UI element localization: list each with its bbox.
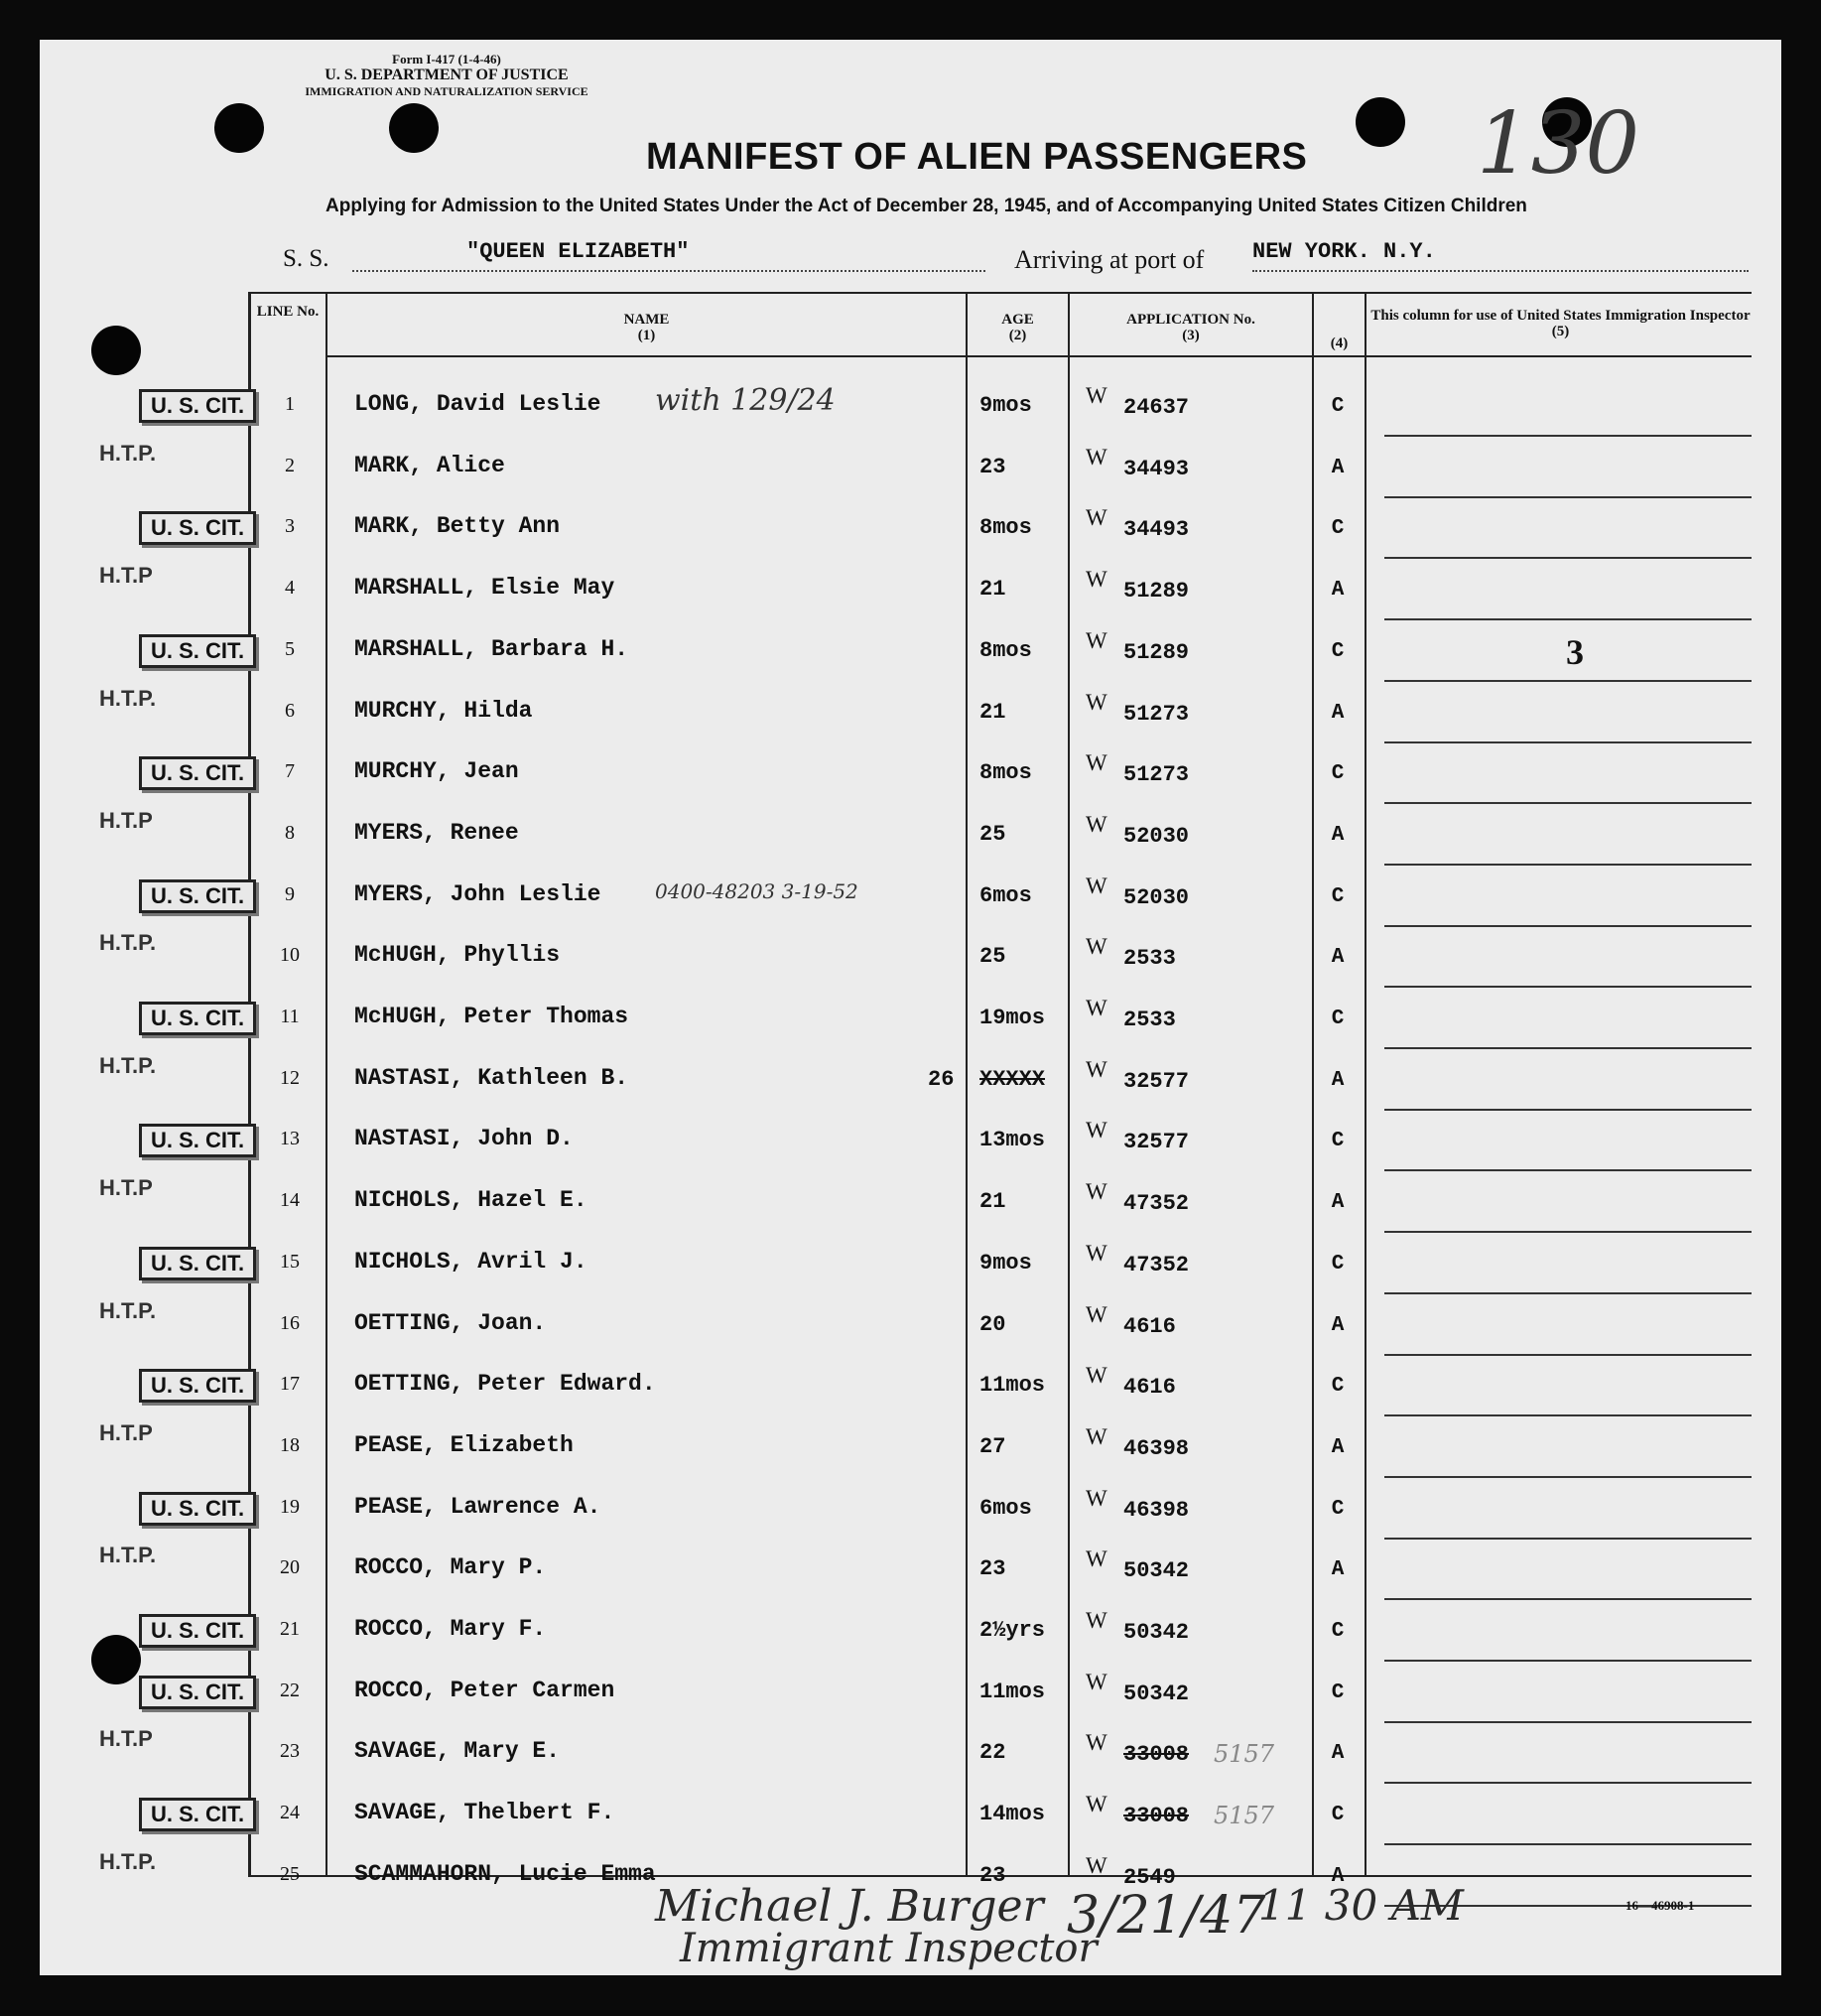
line-number: 19 (280, 1495, 300, 1518)
us-citizen-stamp: U. S. CIT. (139, 1002, 256, 1035)
table-row (0, 682, 1821, 743)
ship-label: S. S. (283, 245, 329, 272)
line-number: 21 (280, 1618, 300, 1640)
htp-mark: H.T.P. (99, 1052, 157, 1078)
page-subtitle: Applying for Admission to the United States Under the Act of December 28, 1945, and of Accompanying United States Citizen Children (325, 196, 1527, 216)
line-number: 15 (280, 1250, 300, 1273)
passenger-name: ROCCO, Mary F. (354, 1616, 547, 1642)
handwritten-annotation: 0400-48203 3-19-52 (655, 878, 858, 903)
table-row (0, 1049, 1821, 1111)
passenger-age: 22 (979, 1740, 1006, 1766)
application-correction: 5157 (1214, 1740, 1275, 1769)
application-prefix: W (1086, 1179, 1107, 1205)
passenger-age: 8mos (979, 637, 1032, 663)
passenger-name: SAVAGE, Thelbert F. (354, 1800, 615, 1826)
line-number: 9 (285, 882, 295, 905)
form-header-block (238, 52, 655, 99)
application-number: 33008 (1123, 1742, 1190, 1768)
us-citizen-stamp: U. S. CIT. (139, 511, 256, 545)
col-header-class: (4) (1330, 336, 1349, 351)
passenger-name: McHUGH, Peter Thomas (354, 1004, 629, 1029)
application-prefix: W (1086, 1669, 1107, 1694)
passenger-name: NASTASI, Kathleen B. (354, 1064, 629, 1091)
application-number: 4616 (1123, 1375, 1176, 1401)
port-label: Arriving at port of (1014, 245, 1205, 274)
line-number: 13 (280, 1128, 300, 1150)
application-prefix: W (1086, 1301, 1107, 1327)
application-prefix: W (1086, 1423, 1107, 1449)
application-number: 32577 (1123, 1130, 1190, 1155)
application-prefix: W (1086, 444, 1107, 470)
signature-time: 11 30 AM (1258, 1881, 1464, 1930)
passenger-age: 20 (979, 1311, 1006, 1337)
passenger-name: McHUGH, Phyllis (354, 942, 561, 969)
us-citizen-stamp: U. S. CIT. (139, 1247, 256, 1280)
line-number: 8 (285, 821, 295, 844)
line-number: 24 (280, 1802, 300, 1824)
passenger-age: 9mos (979, 393, 1032, 418)
signature-date: 3/21/47 (1067, 1886, 1266, 1946)
line-number: 7 (285, 760, 295, 783)
us-citizen-stamp: U. S. CIT. (139, 756, 256, 790)
passenger-class: C (1331, 884, 1345, 908)
table-row (0, 1600, 1821, 1662)
table-row (0, 497, 1821, 559)
passenger-age: 23 (979, 1862, 1006, 1888)
application-prefix: W (1086, 1730, 1107, 1756)
htp-mark: H.T.P. (99, 440, 157, 466)
passenger-age: 23 (979, 454, 1006, 479)
passenger-name: MYERS, Renee (354, 819, 519, 846)
passenger-age: 25 (979, 821, 1006, 847)
line-number: 5 (285, 637, 295, 660)
col-header-name-num: (1) (637, 328, 656, 343)
passenger-class: C (1331, 1252, 1345, 1276)
passenger-name: OETTING, Peter Edward. (354, 1371, 656, 1398)
table-row (0, 1355, 1821, 1416)
us-citizen-stamp: U. S. CIT. (139, 1492, 256, 1526)
passenger-name: ROCCO, Peter Carmen (354, 1677, 615, 1703)
table-row (0, 1294, 1821, 1356)
passenger-age: 6mos (979, 882, 1032, 908)
htp-mark: H.T.P. (99, 685, 157, 711)
table-row (0, 437, 1821, 498)
htp-mark: H.T.P. (99, 930, 157, 956)
htp-mark: H.T.P. (99, 1543, 157, 1568)
passenger-age: 2½yrs (979, 1618, 1046, 1643)
table-row (0, 742, 1821, 804)
table-row (0, 1478, 1821, 1540)
application-prefix: W (1086, 1485, 1107, 1511)
passenger-class: A (1331, 1435, 1345, 1459)
passenger-class: C (1331, 1008, 1345, 1030)
table-row (0, 1416, 1821, 1478)
punch-hole-icon (1356, 97, 1405, 147)
passenger-class: C (1331, 1680, 1345, 1704)
passenger-name: MURCHY, Jean (354, 758, 519, 785)
line-number: 17 (280, 1373, 300, 1396)
application-number: 51289 (1123, 579, 1190, 605)
application-prefix: W (1086, 934, 1107, 960)
passenger-age: 8mos (979, 515, 1032, 541)
application-number: 2533 (1123, 946, 1176, 972)
application-prefix: W (1086, 1546, 1107, 1572)
passenger-class: C (1331, 1620, 1345, 1643)
application-correction: 5157 (1214, 1802, 1275, 1830)
line-number: 6 (285, 699, 295, 722)
application-number: 50342 (1123, 1558, 1190, 1584)
passenger-name: NICHOLS, Hazel E. (354, 1187, 587, 1214)
col-header-inspector-label: This column for use of United States Immigration Inspector (1370, 308, 1751, 324)
us-citizen-stamp: U. S. CIT. (139, 1124, 256, 1157)
line-number: 14 (280, 1189, 300, 1212)
application-number: 33008 (1123, 1804, 1190, 1829)
passenger-class: A (1331, 823, 1345, 847)
table-row (0, 1539, 1821, 1600)
passenger-age: 9mos (979, 1250, 1032, 1276)
passenger-name: PEASE, Lawrence A. (354, 1493, 601, 1520)
application-prefix: W (1086, 750, 1107, 776)
passenger-class: A (1331, 1864, 1345, 1888)
us-citizen-stamp: U. S. CIT. (139, 1369, 256, 1403)
passenger-class: A (1331, 1068, 1345, 1092)
col-header-application-num: (3) (1182, 328, 1200, 343)
col-header-line-no: LINE No. (256, 304, 320, 320)
table-row (0, 375, 1821, 437)
passenger-class: A (1331, 946, 1345, 970)
line-number: 23 (280, 1740, 300, 1763)
application-number: 34493 (1123, 456, 1190, 481)
col-header-inspector-num: (5) (1551, 324, 1570, 339)
passenger-class: C (1331, 762, 1345, 786)
application-number: 24637 (1123, 395, 1190, 420)
col-header-age (968, 312, 1068, 343)
application-prefix: W (1086, 1056, 1107, 1082)
application-prefix: W (1086, 1118, 1107, 1143)
table-row (0, 559, 1821, 620)
inspector-signature-title: Immigrant Inspector (680, 1926, 1098, 1971)
department-name: U. S. DEPARTMENT OF JUSTICE (325, 67, 569, 83)
passenger-class: A (1331, 579, 1345, 603)
age-correction: 26 (928, 1066, 955, 1092)
application-number: 47352 (1123, 1252, 1190, 1277)
passenger-class: A (1331, 1742, 1345, 1766)
passenger-name: NASTASI, John D. (354, 1126, 574, 1152)
passenger-name: MURCHY, Hilda (354, 697, 533, 724)
port-name: NEW YORK. N.Y. (1252, 239, 1436, 264)
passenger-class: C (1331, 1375, 1345, 1399)
passenger-class: C (1331, 517, 1345, 541)
passenger-name: OETTING, Joan. (354, 1309, 547, 1336)
table-row (0, 804, 1821, 866)
col-header-application (1070, 312, 1312, 343)
line-number: 10 (280, 944, 300, 967)
line-number: 16 (280, 1311, 300, 1334)
application-prefix: W (1086, 873, 1107, 898)
application-number: 46398 (1123, 1497, 1190, 1523)
table-row (0, 1110, 1821, 1171)
table-row (0, 1784, 1821, 1845)
passenger-age: 19mos (979, 1006, 1046, 1030)
punch-hole-icon (214, 103, 264, 153)
passenger-class: C (1331, 1130, 1345, 1153)
application-prefix: W (1086, 1240, 1107, 1266)
application-prefix: W (1086, 1852, 1107, 1878)
passenger-age: 13mos (979, 1128, 1046, 1153)
application-prefix: W (1086, 627, 1107, 653)
line-number: 12 (280, 1066, 300, 1089)
line-number: 20 (280, 1556, 300, 1579)
punch-hole-icon (91, 326, 141, 375)
application-prefix: W (1086, 505, 1107, 531)
htp-mark: H.T.P (99, 807, 153, 833)
us-citizen-stamp: U. S. CIT. (139, 879, 256, 913)
us-citizen-stamp: U. S. CIT. (139, 1614, 256, 1648)
line-number: 2 (285, 454, 295, 476)
passenger-class: A (1331, 701, 1345, 725)
application-prefix: W (1086, 1792, 1107, 1817)
page-number: 130 (1477, 94, 1640, 194)
punch-hole-icon (389, 103, 439, 153)
page-title: MANIFEST OF ALIEN PASSENGERS (646, 136, 1308, 178)
form-code: 16—46908-1 (1626, 1898, 1695, 1913)
application-number: 2549 (1123, 1864, 1176, 1890)
line-number: 18 (280, 1433, 300, 1456)
table-row (0, 620, 1821, 682)
application-prefix: W (1086, 567, 1107, 593)
line-number: 4 (285, 577, 295, 600)
line-number: 1 (285, 393, 295, 415)
passenger-class: A (1331, 1313, 1345, 1337)
passenger-age: 11mos (979, 1373, 1046, 1399)
us-citizen-stamp: U. S. CIT. (139, 1798, 256, 1831)
passenger-name: MYERS, John Leslie (354, 880, 601, 907)
passenger-class: C (1331, 1497, 1345, 1521)
inspector-signature: Michael J. Burger (655, 1881, 1044, 1932)
passenger-name: LONG, David Leslie (354, 391, 601, 417)
us-citizen-stamp: U. S. CIT. (139, 389, 256, 423)
line-number: 3 (285, 515, 295, 538)
passenger-name: MARK, Betty Ann (354, 513, 561, 540)
passenger-name: MARSHALL, Barbara H. (354, 635, 629, 662)
passenger-class: C (1331, 639, 1345, 663)
application-number: 4616 (1123, 1313, 1176, 1339)
ship-name: "QUEEN ELIZABETH" (466, 239, 690, 264)
service-name: IMMIGRATION AND NATURALIZATION SERVICE (305, 84, 588, 98)
application-number: 52030 (1123, 823, 1190, 849)
passenger-age: XXXXX (979, 1066, 1046, 1092)
table-row (0, 1171, 1821, 1233)
line-number: 11 (280, 1006, 300, 1027)
passenger-age: 21 (979, 699, 1006, 725)
htp-mark: H.T.P (99, 1726, 153, 1752)
col-header-name-label: NAME (623, 312, 670, 328)
form-number: Form I-417 (1-4-46) (392, 52, 501, 67)
application-prefix: W (1086, 811, 1107, 837)
passenger-age: 21 (979, 1189, 1006, 1215)
passenger-name: PEASE, Elizabeth (354, 1431, 574, 1458)
htp-mark: H.T.P (99, 1175, 153, 1201)
inspector-count: 3 (1566, 632, 1584, 672)
passenger-name: SCAMMAHORN, Lucie Emma (354, 1860, 656, 1887)
htp-mark: H.T.P (99, 563, 153, 589)
passenger-name: NICHOLS, Avril J. (354, 1248, 587, 1275)
application-number: 47352 (1123, 1191, 1190, 1217)
passenger-name: MARSHALL, Elsie May (354, 575, 615, 602)
htp-mark: H.T.P. (99, 1297, 157, 1323)
passenger-age: 14mos (979, 1802, 1046, 1827)
application-number: 50342 (1123, 1680, 1190, 1706)
col-header-name (327, 312, 966, 343)
application-prefix: W (1086, 1363, 1107, 1389)
table-row (0, 988, 1821, 1049)
us-citizen-stamp: U. S. CIT. (139, 1676, 256, 1709)
col-header-application-label: APPLICATION No. (1126, 312, 1255, 328)
passenger-age: 27 (979, 1433, 1006, 1459)
passenger-class: C (1331, 395, 1345, 418)
passenger-name: SAVAGE, Mary E. (354, 1738, 561, 1765)
table-row (0, 1233, 1821, 1294)
passenger-age: 23 (979, 1556, 1006, 1582)
passenger-name: ROCCO, Mary P. (354, 1554, 547, 1581)
application-number: 51273 (1123, 701, 1190, 727)
line-number: 25 (280, 1862, 300, 1885)
us-citizen-stamp: U. S. CIT. (139, 634, 256, 668)
table-row (0, 1722, 1821, 1784)
col-header-age-label: AGE (1001, 312, 1034, 328)
application-number: 51289 (1123, 639, 1190, 665)
passenger-name: MARK, Alice (354, 452, 505, 478)
application-prefix: W (1086, 689, 1107, 715)
htp-mark: H.T.P. (99, 1848, 157, 1874)
passenger-age: 21 (979, 577, 1006, 603)
application-prefix: W (1086, 996, 1107, 1020)
passenger-age: 8mos (979, 760, 1032, 786)
table-row (0, 866, 1821, 927)
application-number: 34493 (1123, 517, 1190, 543)
htp-mark: H.T.P (99, 1419, 153, 1445)
handwritten-annotation: with 129/24 (655, 383, 836, 418)
application-number: 46398 (1123, 1435, 1190, 1461)
col-header-inspector (1369, 308, 1752, 339)
passenger-class: A (1331, 1558, 1345, 1582)
table-row (0, 926, 1821, 988)
passenger-age: 6mos (979, 1495, 1032, 1521)
line-number: 22 (280, 1679, 300, 1701)
passenger-class: A (1331, 456, 1345, 479)
passenger-age: 11mos (979, 1679, 1046, 1704)
application-prefix: W (1086, 1608, 1107, 1633)
col-header-age-num: (2) (1008, 328, 1027, 343)
application-prefix: W (1086, 383, 1107, 408)
application-number: 2533 (1123, 1008, 1176, 1032)
passenger-age: 25 (979, 944, 1006, 970)
application-number: 52030 (1123, 884, 1190, 910)
application-number: 50342 (1123, 1620, 1190, 1645)
passenger-class: A (1331, 1191, 1345, 1215)
table-row (0, 1662, 1821, 1723)
application-number: 51273 (1123, 762, 1190, 788)
passenger-class: C (1331, 1804, 1345, 1827)
application-number: 32577 (1123, 1068, 1190, 1094)
